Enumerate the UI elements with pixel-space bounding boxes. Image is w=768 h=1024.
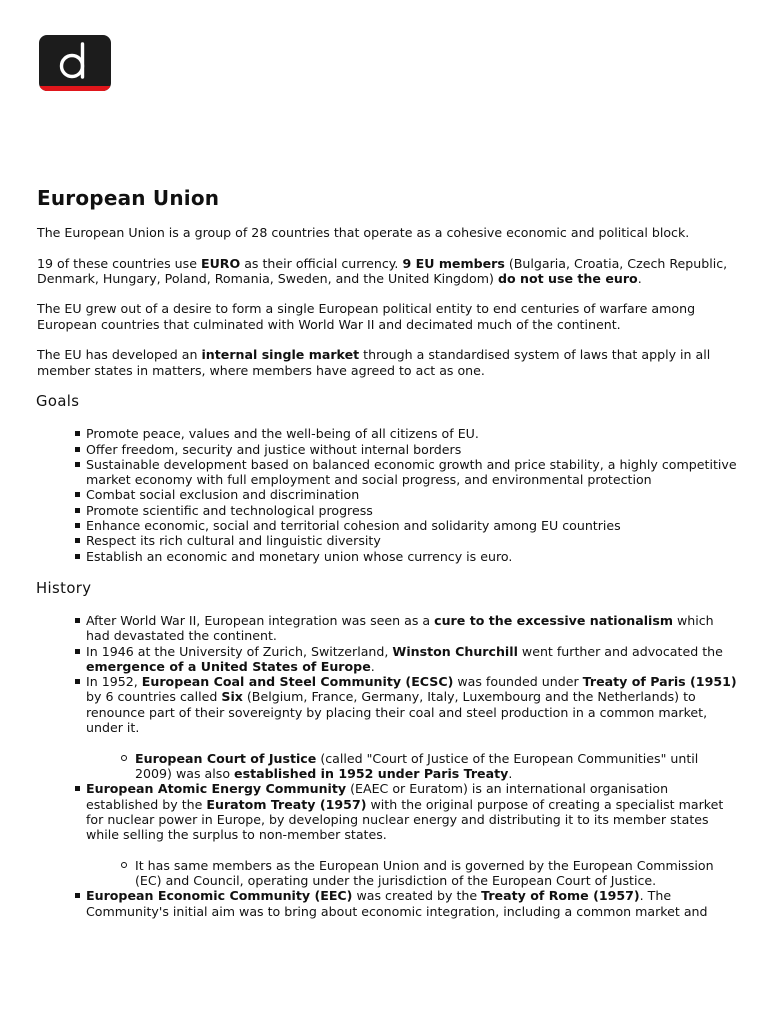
logo-accent-bar [39,86,111,91]
list-item: Combat social exclusion and discrimination [86,487,737,502]
document-body [37,186,737,935]
history-list [37,613,737,919]
intro-paragraph-1: The European Union is a group of 28 countries that operate as a cohesive economic and political block. [37,225,690,240]
d-letter-logo-icon [39,35,111,86]
list-item: Sustainable development based on balanced economic growth and price stability, a highly competitive market economy with full employment and social progress, and environmental protection [86,456,737,488]
list-item: European Economic Community (EEC) was created by the Treaty of Rome (1957). The Community's initial aim was to bring about economic integration, including a common market and [86,888,737,919]
sub-list-item: It has same members as the European Union and is governed by the European Commission (EC) and Council, operating under the jurisdiction of the European Court of Justice. [135,858,737,889]
goals-heading: Goals [36,393,80,411]
list-item: Enhance economic, social and territorial cohesion and solidarity among EU countries [86,518,737,533]
list-item: Offer freedom, security and justice without internal borders [86,442,737,457]
intro-paragraph-3: The EU grew out of a desire to form a single European political entity to end centuries of warfare among European countries that culminated with World War II and decimated much of the continent. [37,301,696,332]
sub-list-item: European Court of Justice (called "Court of Justice of the European Communities" until 2009) was also established in 1952 under Paris Treaty. [135,751,737,782]
intro-paragraph-4: The EU has developed an internal single market through a standardised system of laws that apply in all member states in matters, where members have agreed to act as one. [37,347,711,378]
brand-logo[interactable] [39,35,111,91]
intro-paragraph-2: 19 of these countries use EURO as their official currency. 9 EU members (Bulgaria, Croatia, Czech Republic, Denmark, Hungary, Poland, Romania, Sweden, and the United Kingdom) do not use the euro. [37,255,728,286]
list-item: Promote scientific and technological progress [86,503,737,518]
list-item: European Atomic Energy Community (EAEC or Euratom) is an international organisation established by the Euratom Treaty (1957) with the original purpose of creating a specialist market for nuclear power in Europe, by developing nuclear energy and distributing it to its member states while selling the surplus to non-member states. It has same members as the European Union and is governed by the European Commission (EC) and Council, operating under the jurisdiction of the European Court of Justice. [86,781,737,888]
list-item: In 1946 at the University of Zurich, Switzerland, Winston Churchill went further and advocated the emergence of a United States of Europe. [86,644,737,675]
sub-list [86,858,737,889]
goals-list [37,426,737,564]
list-item: Establish an economic and monetary union whose currency is euro. [86,549,737,564]
history-heading: History [36,579,92,597]
list-item: After World War II, European integration was seen as a cure to the excessive nationalism which had devastated the continent. [86,613,737,644]
sub-list [86,751,737,782]
page-title: European Union [37,186,220,210]
list-item: Promote peace, values and the well-being of all citizens of EU. [86,426,737,441]
list-item: Respect its rich cultural and linguistic diversity [86,533,737,548]
list-item: In 1952, European Coal and Steel Community (ECSC) was founded under Treaty of Paris (1951) by 6 countries called Six (Belgium, France, Germany, Italy, Luxembourg and the Netherlands) to renounce part of their sovereignty by placing their coal and steel production in a common market, under it. European Court of Justice (called "Court of Justice of the European Communities" until 2009) was also established in 1952 under Paris Treaty. [86,674,737,781]
